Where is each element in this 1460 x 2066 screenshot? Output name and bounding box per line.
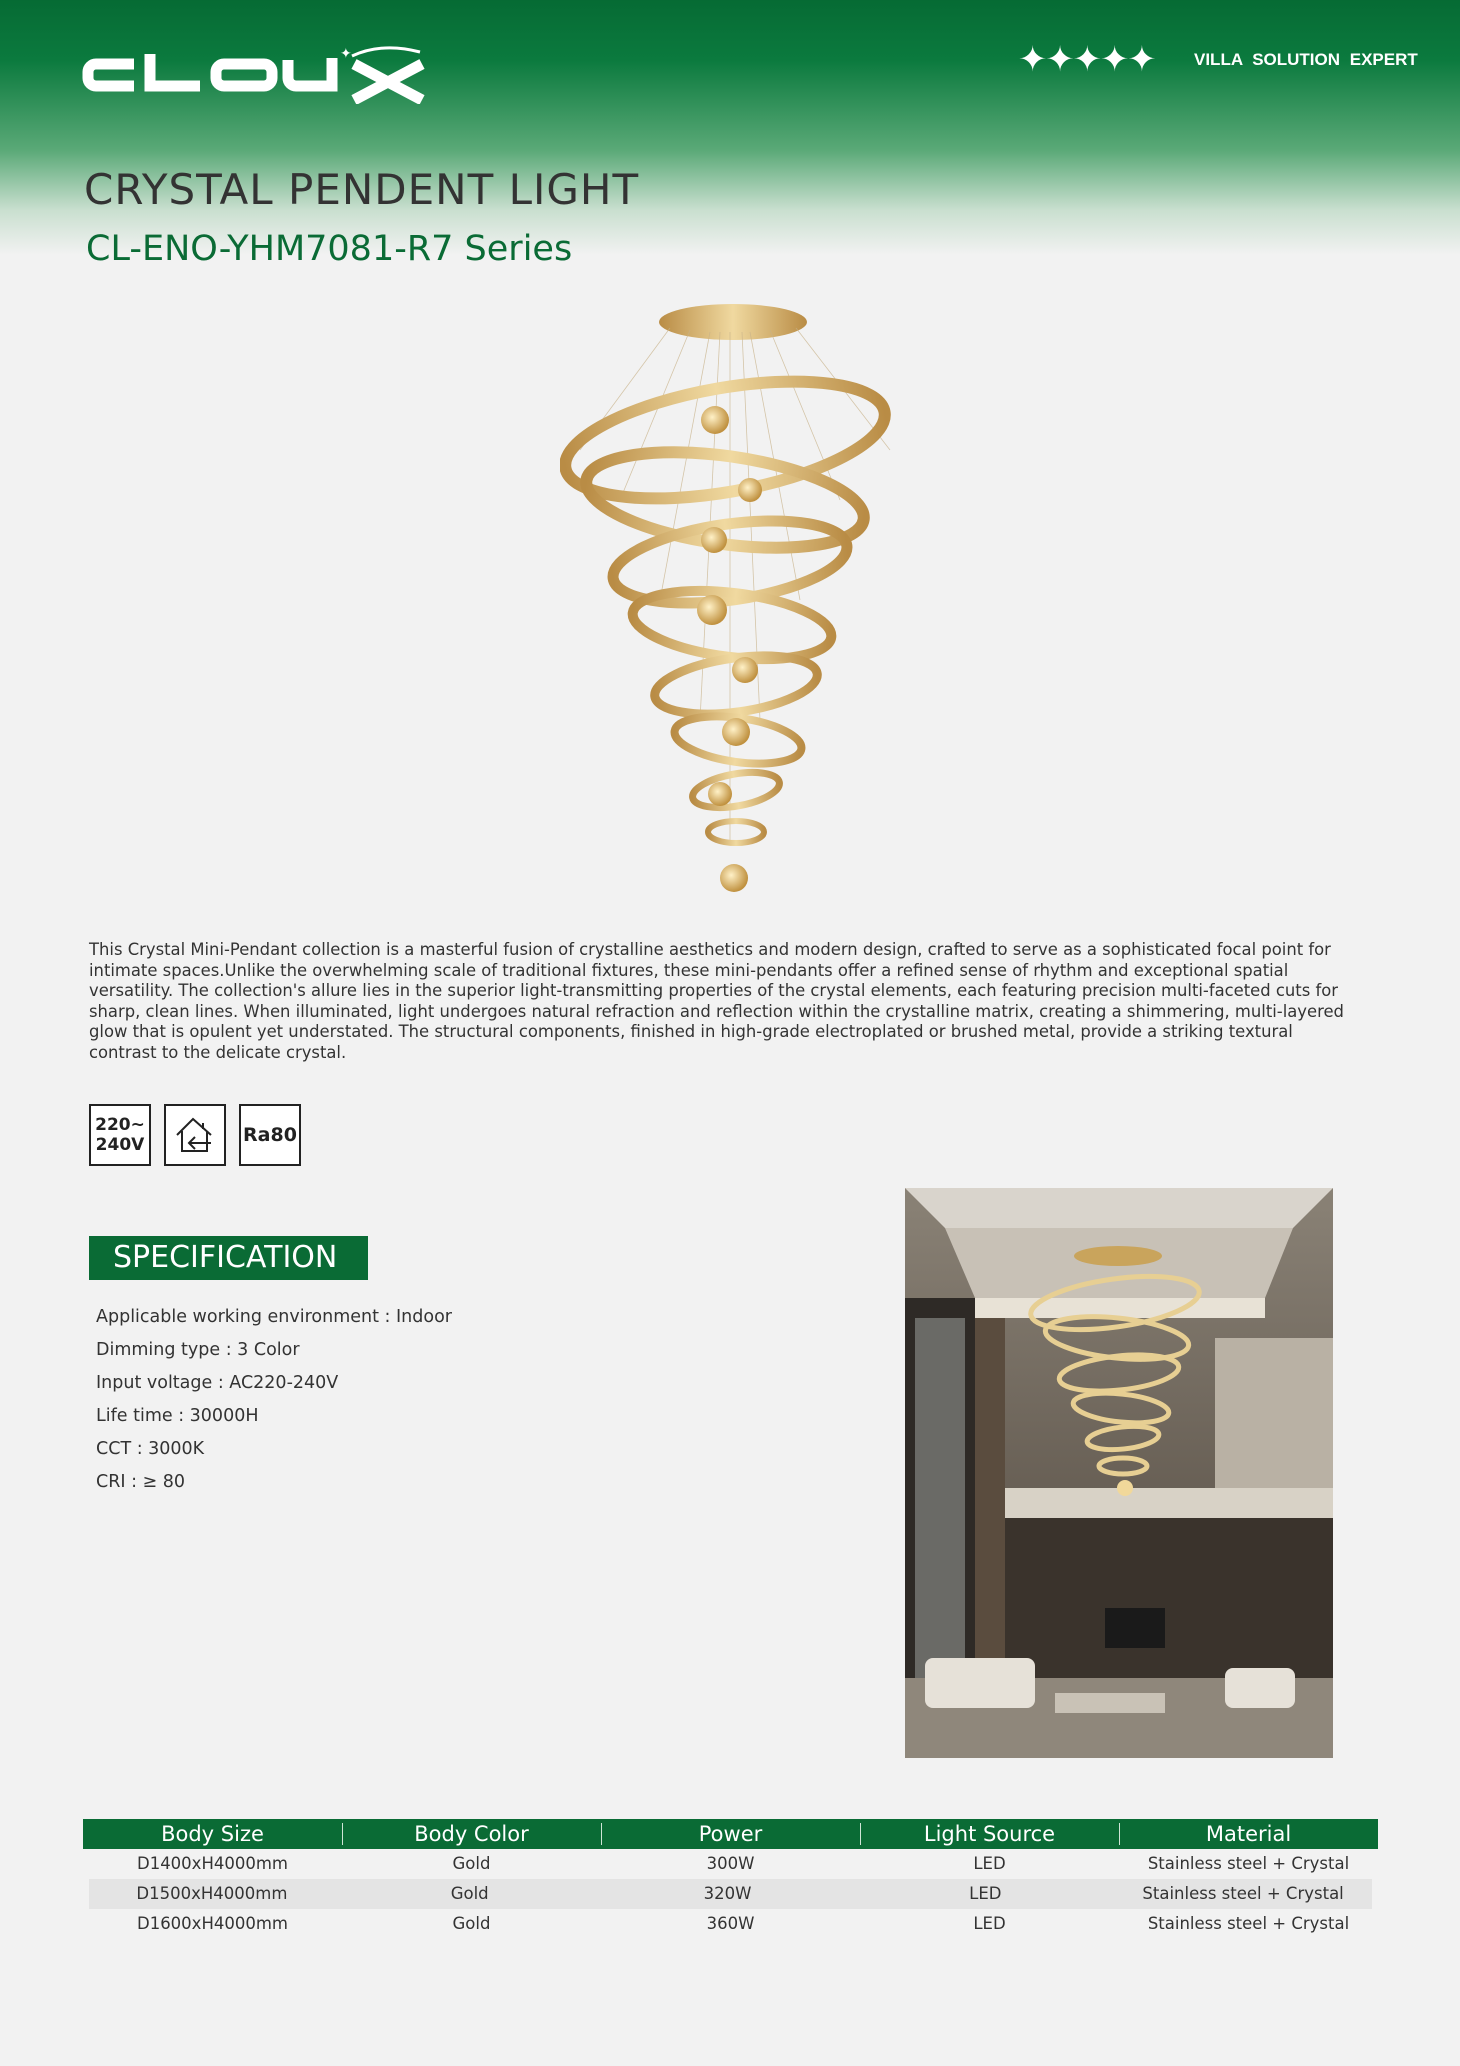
voltage-line-1: 220~ — [95, 1115, 145, 1135]
house-icon — [171, 1111, 219, 1159]
series-title: CL-ENO-YHM7081-R7 Series — [86, 229, 573, 269]
cell-material: Stainless steel + Crystal — [1147, 1854, 1350, 1873]
indoor-house-icon — [164, 1104, 226, 1166]
table-row — [89, 1879, 1372, 1909]
cell-light-source: LED — [973, 1914, 1006, 1933]
header-body-color: Body Color — [342, 1819, 601, 1849]
cell-body-color: Gold — [450, 1884, 489, 1903]
room-scene-image — [905, 1188, 1333, 1758]
cloux-logo — [82, 44, 438, 104]
svg-text:✦: ✦ — [340, 46, 352, 62]
header-material: Material — [1119, 1819, 1378, 1849]
voltage-line-2: 240V — [95, 1135, 145, 1155]
cell-power: 360W — [706, 1914, 755, 1933]
specification-heading: SPECIFICATION — [89, 1236, 368, 1280]
spec-item: Applicable working environment : Indoor — [96, 1307, 452, 1327]
spec-item: Life time : 30000H — [96, 1406, 259, 1426]
header-power: Power — [601, 1819, 860, 1849]
cell-power: 320W — [703, 1884, 752, 1903]
header-body-size: Body Size — [161, 1822, 264, 1846]
table-row — [83, 1909, 1378, 1939]
cell-body-size: D1600xH4000mm — [136, 1914, 288, 1933]
cell-light-source: LED — [973, 1854, 1006, 1873]
logo-text: CLOUX — [82, 44, 86, 45]
cell-material: Stainless steel + Crystal — [1142, 1884, 1344, 1903]
cell-body-color: Gold — [452, 1914, 491, 1933]
cell-body-size: D1500xH4000mm — [136, 1884, 288, 1903]
cell-body-size: D1400xH4000mm — [136, 1854, 288, 1873]
product-image — [560, 300, 900, 900]
cell-power: 300W — [706, 1854, 755, 1873]
table-header — [83, 1819, 1378, 1849]
spec-item: Input voltage : AC220-240V — [96, 1373, 339, 1393]
voltage-icon — [89, 1104, 151, 1166]
cell-light-source: LED — [969, 1884, 1002, 1903]
cri-icon: Ra80 — [239, 1104, 301, 1166]
product-description: This Crystal Mini-Pendant collection is a masterful fusion of crystalline aesthetics and modern design, crafted to serve as a sophisticated focal point for intimate spaces.Unlike the overwhelming scale of traditional fixtures, these mini-pendants offer a refined sense of rhythm and exceptional spatial versatility. The collection's allure lies in the superior light-transmitting properties of the crystal elements, each featuring precision multi-faceted cuts for sharp, clean lines. When illuminated, light undergoes natural refraction and reflection within the crystalline matrix, creating a shimmering, multi-layered glow that is opulent yet understated. The structural components, finished in high-grade electroplated or brushed metal, provide a striking textural contrast to the delicate crystal. — [89, 940, 1344, 1062]
tagline: VILLA SOLUTION EXPERT — [1194, 50, 1418, 69]
spec-item: CCT : 3000K — [96, 1439, 205, 1459]
product-table — [83, 1819, 1378, 1939]
spec-item: CRI : ≥ 80 — [96, 1472, 186, 1492]
page-title: CRYSTAL PENDENT LIGHT — [84, 165, 640, 214]
cell-body-color: Gold — [452, 1854, 491, 1873]
spec-item: Dimming type : 3 Color — [96, 1340, 300, 1360]
table-row — [83, 1849, 1378, 1879]
header-light-source: Light Source — [860, 1819, 1119, 1849]
header-band — [0, 0, 1460, 260]
rating-stars: ✦✦✦✦✦ — [1018, 40, 1155, 80]
specification-list — [96, 1301, 452, 1499]
cell-material: Stainless steel + Crystal — [1147, 1914, 1350, 1933]
